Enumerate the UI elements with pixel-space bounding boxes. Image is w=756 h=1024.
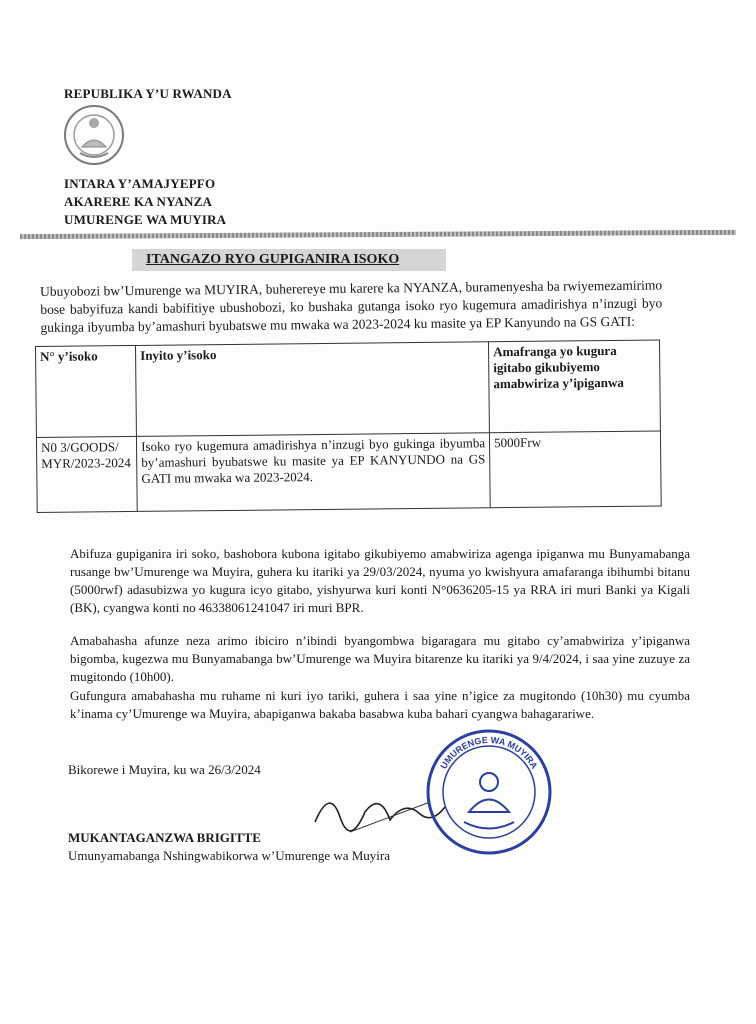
header-number: N° y’isoko bbox=[36, 345, 137, 437]
sector-heading: UMURENGE WA MUYIRA bbox=[64, 212, 227, 227]
signer-name: MUKANTAGANZWA BRIGITTE bbox=[68, 830, 261, 845]
header-divider bbox=[20, 230, 736, 239]
intro-paragraph: Ubuyobozi bw’Umurenge wa MUYIRA, buherereye mu karere ka NYANZA, buramenyesha ba rwiyemezamirimo bose babyifuza kandi babifitiye ubushobozi, ko bushaka gutanga isoko ryo kugemura amadirishya n’inzugi byo gukinga ibyumba by’amashuri byubatswe mu mwaka wa 2023-2024 ku masite ya EP Kanyundo na GS GATI: bbox=[40, 277, 663, 335]
republic-heading: REPUBLIKA Y’U RWANDA bbox=[64, 86, 232, 101]
tender-table bbox=[35, 339, 662, 513]
province-heading: INTARA Y’AMAJYEPFO bbox=[64, 176, 216, 191]
notice-title: ITANGAZO RYO GUPIGANIRA ISOKO bbox=[132, 249, 446, 271]
table-row bbox=[36, 431, 661, 513]
tender-price-cell: 5000Frw bbox=[489, 431, 661, 508]
header-price: Amafranga yo kugura igitabo gikubiyemo amabwiriza y’ipiganwa bbox=[489, 340, 661, 433]
tender-description-cell: Isoko ryo kugemura amadirishya n’inzugi byo gukinga ibyumba by’amashuri byubatswe ku masite ya EP KANYUNDO na GS GATI mu mwaka wa 2023-2024. bbox=[137, 433, 491, 512]
signer-title: Umunyamabanga Nshingwabikorwa w’Umurenge wa Muyira bbox=[68, 848, 391, 863]
rwanda-emblem-icon bbox=[62, 103, 126, 167]
district-heading: AKARERE KA NYANZA bbox=[64, 194, 213, 209]
tender-number-cell: N0 3/GOODS/ MYR/2023-2024 bbox=[36, 436, 137, 512]
paragraph-purchase: Abifuza gupiganira iri soko, bashobora kubona igitabo gikubiyemo amabwiriza agenga ipiganwa mu Bunyamabanga rusange bw’Umurenge wa Muyira, guhera ku itariki ya 29/03/2024, nyuma yo kwishyura amafaranga ibihumbi bitanu (5000rwf) adasubizwa yo kugura icyo gitabo, yishyurwa kuri konti N°0636205-15 ya RRA iri muri Banki ya Kigali (BK), cyangwa konti no 46338061241047 iri muri BPR. bbox=[70, 546, 690, 615]
paragraph-submission: Amabahasha afunze neza arimo ibiciro n’ibindi byangombwa bigaragara mu gitabo cy’amabwiriza y’ipiganwa bigomba, kugezwa mu Bunyamabanga bw’Umurenge wa Muyira bitarenze ku itariki ya 9/4/2024, i saa yine zuzuye za mugitondo (10h00). bbox=[70, 633, 690, 684]
svg-text:UMURENGE WA MUYIRA bbox=[438, 735, 539, 771]
paragraph-opening: Gufungura amabahasha mu ruhame ni kuri iyo tariki, guhera i saa yine n’igice za mugitondo (10h30) mu cyumba k’inama cy’Umurenge wa Muyira, abapiganwa bakaba basabwa kuba bahari cyangwa bahagarariwe. bbox=[70, 688, 690, 721]
header-description: Inyito y’isoko bbox=[136, 342, 490, 437]
table-header-row bbox=[36, 340, 661, 438]
signing-date-line: Bikorewe i Muyira, ku wa 26/3/2024 bbox=[68, 762, 261, 777]
official-stamp bbox=[424, 727, 554, 857]
stamp-text: UMURENGE WA MUYIRA bbox=[438, 734, 540, 771]
